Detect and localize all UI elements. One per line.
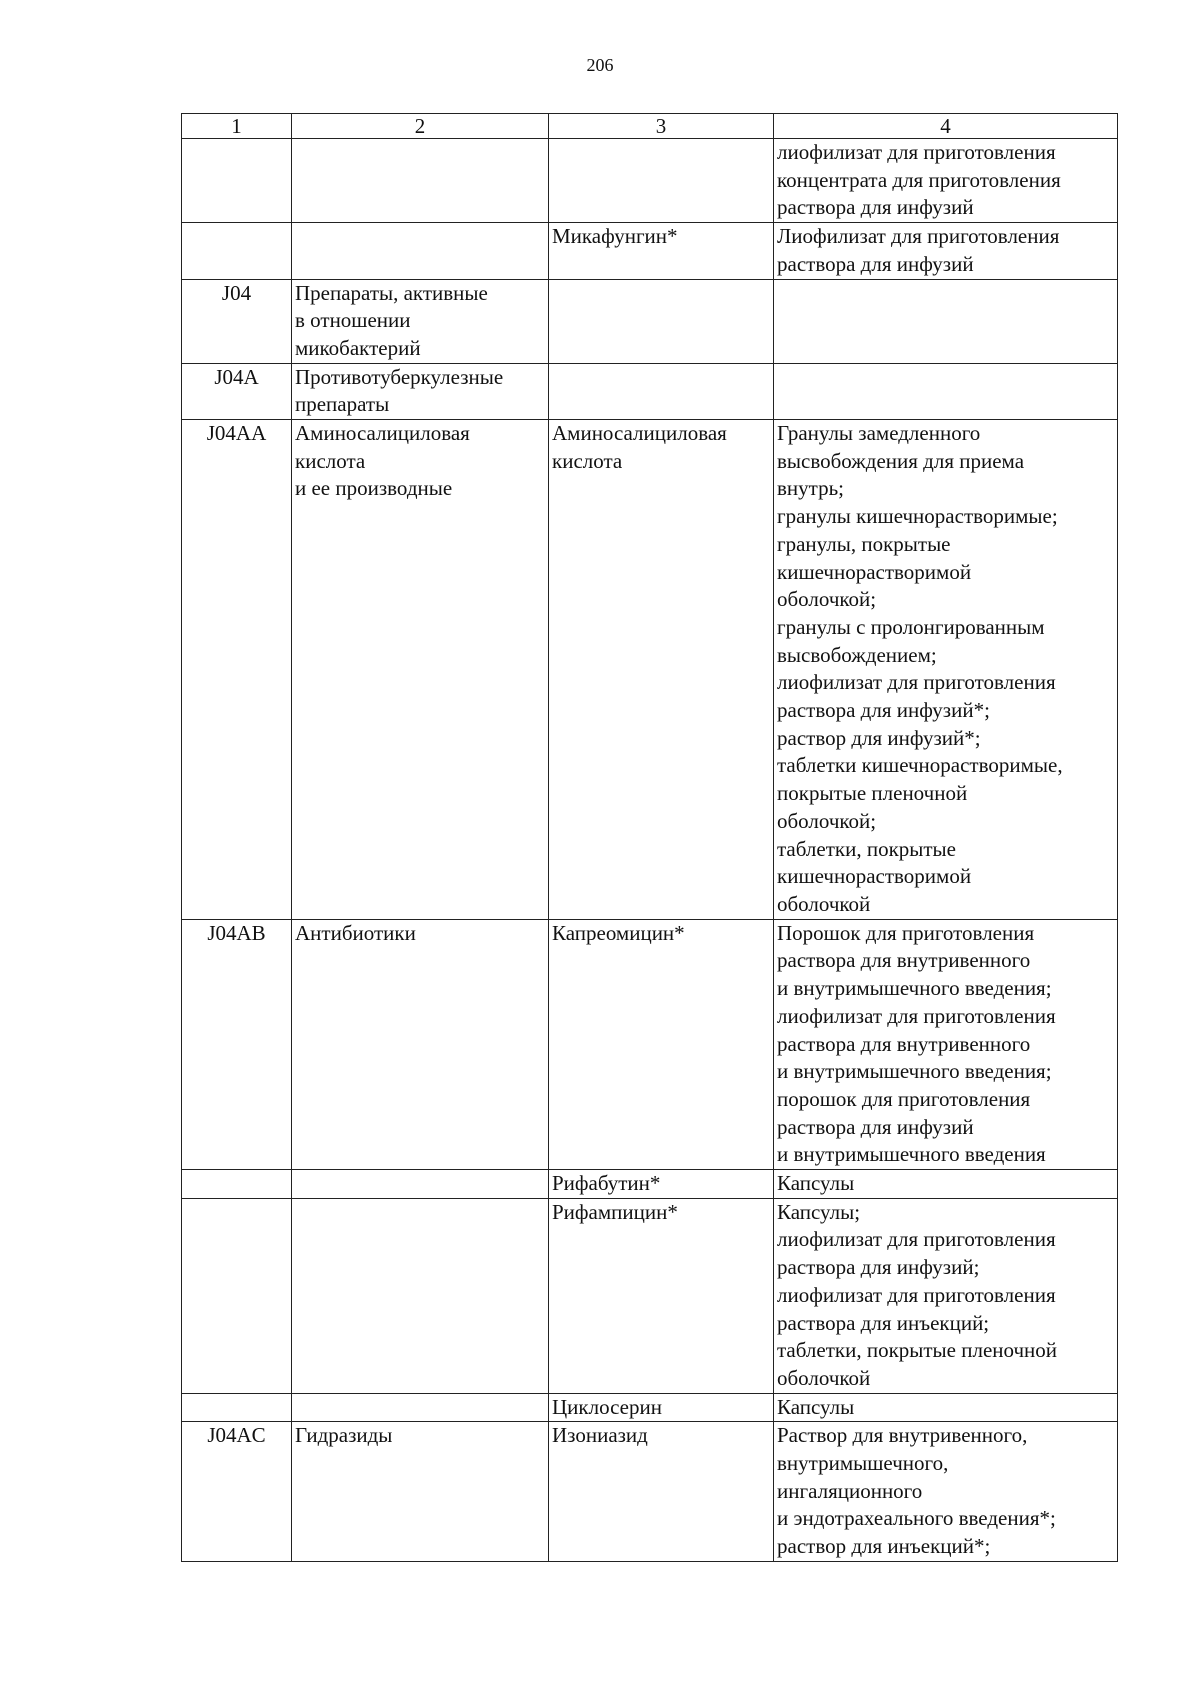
dosage-forms-line: таблетки, покрытые пленочной [777,1338,1058,1363]
atc-code-cell [182,223,292,279]
dosage-forms-line: высвобождения для приема [777,448,1025,473]
drug-name-line: Микафунгин* [552,224,678,249]
dosage-forms-line: внутрь; [777,476,844,501]
group-name-cell [292,1393,549,1422]
dosage-forms-line: покрытые пленочной [777,781,968,806]
dosage-forms-line: раствор для инфузий*; [777,725,981,750]
drug-name-line: Изониазид [552,1423,648,1448]
group-name-cell [292,420,549,920]
atc-code-cell: J04 [182,279,292,363]
table-row [182,139,1118,223]
group-name-line: препараты [295,392,390,417]
atc-code-cell: J04A [182,363,292,419]
dosage-forms-line: гранулы с пролонгированным [777,614,1045,639]
dosage-forms-line: Капсулы; [777,1199,861,1224]
dosage-forms-cell [774,223,1118,279]
table-row [182,1198,1118,1393]
drug-name-line: Циклосерин [552,1394,662,1419]
drug-name-line: кислота [552,448,623,473]
dosage-forms-cell [774,1422,1118,1562]
dosage-forms-line: лиофилизат для приготовления [777,1003,1056,1028]
table-row [182,223,1118,279]
drug-name-cell [549,139,774,223]
dosage-forms-line: порошок для приготовления [777,1086,1031,1111]
dosage-forms-line: раствора для инфузий [777,251,974,276]
dosage-forms-line: оболочкой [777,1365,871,1390]
table-row [182,1422,1118,1562]
table-row [182,279,1118,363]
dosage-forms-line: оболочкой; [777,808,877,833]
dosage-forms-line: оболочкой [777,891,871,916]
dosage-forms-line: Капсулы [777,1171,855,1196]
dosage-forms-line: раствора для инфузий [777,195,974,220]
dosage-forms-line: гранулы кишечнорастворимые; [777,504,1058,529]
atc-code-cell: J04AC [182,1422,292,1562]
dosage-forms-line: Гранулы замедленного [777,421,981,446]
group-name-cell [292,919,549,1169]
dosage-forms-line: раствора для инфузий [777,1114,974,1139]
dosage-forms-line: таблетки, покрытые [777,836,956,861]
group-name-cell [292,279,549,363]
dosage-forms-line: раствора для инфузий; [777,1255,980,1280]
dosage-forms-line: оболочкой; [777,587,877,612]
drug-name-line: Рифабутин* [552,1171,661,1196]
dosage-forms-line: лиофилизат для приготовления [777,1282,1056,1307]
dosage-forms-line: ингаляционного [777,1478,923,1503]
dosage-forms-line: раствора для инфузий*; [777,698,990,723]
atc-code-cell [182,1170,292,1199]
drug-name-line: Рифампицин* [552,1199,678,1224]
dosage-forms-line: кишечнорастворимой [777,864,972,889]
group-name-cell [292,223,549,279]
dosage-forms-line: и внутримышечного введения [777,1142,1046,1167]
dosage-forms-cell [774,139,1118,223]
dosage-forms-line: Лиофилизат для приготовления [777,224,1060,249]
group-name-cell [292,1170,549,1199]
group-name-line: Антибиотики [295,920,416,945]
dosage-forms-line: раствор для инъекций*; [777,1534,991,1559]
drug-name-cell [549,420,774,920]
group-name-line: Противотуберкулезные [295,364,504,389]
header-col-4: 4 [774,114,1118,139]
group-name-cell [292,1422,549,1562]
group-name-line: микобактерий [295,335,421,360]
page-number: 206 [586,55,614,75]
drug-name-cell [549,363,774,419]
dosage-forms-line: лиофилизат для приготовления [777,140,1056,164]
dosage-forms-line: Капсулы [777,1394,855,1419]
group-name-line: и ее производные [295,476,453,501]
group-name-cell [292,363,549,419]
group-name-line: Гидразиды [295,1423,393,1448]
table-row [182,919,1118,1169]
dosage-forms-cell [774,1393,1118,1422]
drug-name-cell [549,1170,774,1199]
dosage-forms-line: Раствор для внутривенного, [777,1423,1028,1448]
group-name-line: Препараты, активные [295,280,488,305]
group-name-cell [292,1198,549,1393]
dosage-forms-line: раствора для инъекций; [777,1310,990,1335]
table-row [182,420,1118,920]
dosage-forms-cell [774,420,1118,920]
table-body [182,139,1118,1562]
drug-name-line: Капреомицин* [552,920,685,945]
dosage-forms-line: лиофилизат для приготовления [777,670,1056,695]
dosage-forms-cell [774,363,1118,419]
dosage-forms-line: кишечнорастворимой [777,559,972,584]
dosage-forms-cell [774,1198,1118,1393]
table-row [182,1170,1118,1199]
dosage-forms-line: лиофилизат для приготовления [777,1227,1056,1252]
dosage-forms-line: гранулы, покрытые [777,531,951,556]
dosage-forms-line: высвобождением; [777,642,937,667]
dosage-forms-line: Порошок для приготовления [777,920,1035,945]
atc-code-cell [182,1198,292,1393]
header-col-2: 2 [292,114,549,139]
drug-table [181,113,1118,1562]
drug-name-cell [549,1198,774,1393]
drug-name-cell [549,1422,774,1562]
drug-name-line: Аминосалициловая [552,421,727,446]
atc-code-cell: J04AA [182,420,292,920]
group-name-line: Аминосалициловая [295,421,470,446]
dosage-forms-line: раствора для внутривенного [777,1031,1031,1056]
dosage-forms-line: и внутримышечного введения; [777,1059,1052,1084]
header-col-1: 1 [182,114,292,139]
dosage-forms-line: и внутримышечного введения; [777,976,1052,1001]
drug-name-cell [549,919,774,1169]
dosage-forms-line: внутримышечного, [777,1451,949,1476]
dosage-forms-line: таблетки кишечнорастворимые, [777,753,1063,778]
drug-name-cell [549,223,774,279]
dosage-forms-cell [774,279,1118,363]
header-col-3: 3 [549,114,774,139]
dosage-forms-line: концентрата для приготовления [777,167,1061,192]
group-name-line: кислота [295,448,366,473]
drug-name-cell [549,279,774,363]
dosage-forms-line: и эндотрахеального введения*; [777,1506,1056,1531]
table-row [182,363,1118,419]
dosage-forms-line: раствора для внутривенного [777,948,1031,973]
drug-name-cell [549,1393,774,1422]
dosage-forms-cell [774,1170,1118,1199]
atc-code-cell [182,139,292,223]
group-name-line: в отношении [295,308,411,333]
header-row [182,114,1118,139]
atc-code-cell [182,1393,292,1422]
atc-code-cell: J04AB [182,919,292,1169]
table-row [182,1393,1118,1422]
group-name-cell [292,139,549,223]
dosage-forms-cell [774,919,1118,1169]
